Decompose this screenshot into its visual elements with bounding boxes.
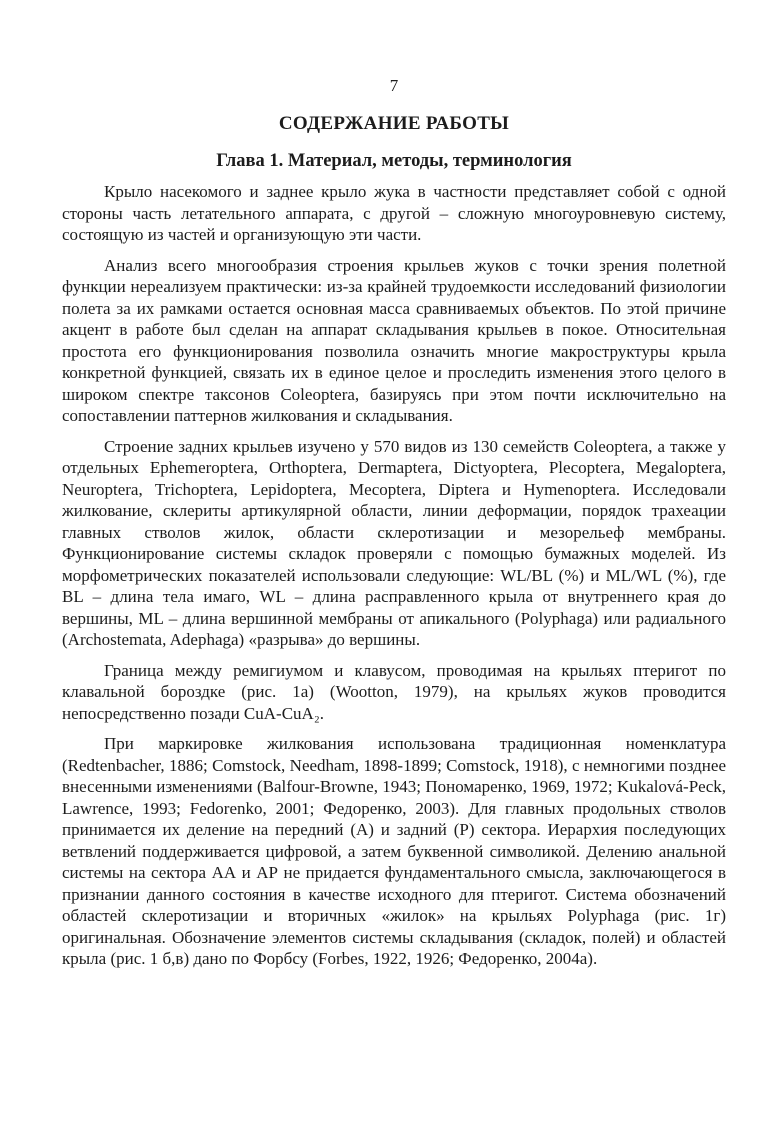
page-title: СОДЕРЖАНИЕ РАБОТЫ [278,113,510,134]
paragraph-1: Крыло насекомого и заднее крыло жука в частности представляет собой с одной стороны часть летательного аппарата, с другой – сложную многоуровневую систему, состоящую из частей и организующую эти части. [62,182,726,244]
paragraph-2: Анализ всего многообразия строения крыльев жуков с точки зрения полетной функции нереализуем практически: из-за крайней трудоемкости исследований физиологии полета за их рамками остается основная масса сравниваемых объектов. По этой причине акцент в работе был сделан на аппарат складывания крыльев в покое. Относительная простота его функционирования позволила означить многие макроструктуры крыла конкретной функцией, связать их в единое целое и проследить изменения этого целого в широком спектре таксонов Coleoptera, базируясь при этом почти исключительно на сопоставлении паттернов жилкования и складывания. [62,255,726,425]
document-body [62,181,726,970]
page-number: 7 [389,76,399,95]
paragraph-4: Граница между ремигиумом и клавусом, проводимая на крыльях птеригот по клавальной бороздке (рис. 1а) (Wootton, 1979), на крыльях жуков проводится непосредственно позади CuA-CuA₂. [62,660,726,723]
paragraph-3: Строение задних крыльев изучено у 570 видов из 130 семейств Coleoptera, а также у отдельных Ephemeroptera, Orthoptera, Dermaptera, Dictyoptera, Plecoptera, Megaloptera, Neuroptera, Trichoptera, Lepidoptera, Mecoptera, Diptera и Hymenoptera. Исследовали жилкование, склериты артикулярной области, линии деформации, порядок трахеации главных стволов жилок, области склеротизации и мезорельеф мембраны. Функционирование системы складок проверяли с помощью бумажных моделей. Из морфометрических показателей использовали следующие: WL/BL (%) и ML/WL (%), где BL – длина тела имаго, WL – длина расправленного крыла от внутреннего края до вершины, ML – длина вершинной мембраны от апикального (Polyphaga) или радиального (Archostemata, Adephaga) «разрыва» до вершины. [62,436,726,649]
paragraph-5: При маркировке жилкования использована традиционная номенклатура (Redtenbacher, 1886; Comstock, Needham, 1898-1899; Comstock, 1918), с немногими позднее внесенными изменениями (Balfour-Browne, 1943; Пономаренко, 1969, 1972; Kukalová-Peck, Lawrence, 1993; Fedorenko, 2001; Федоренко, 2003). Для главных продольных стволов принимается их деление на передний (А) и задний (Р) сектора. Иерархия последующих ветвлений поддерживается цифровой, а затем буквенной символикой. Делению анальной системы на сектора АА и АР не придается фундаментального смысла, заключающегося в признании данного состояния в качестве исходного для птеригот. Система обозначений областей склеротизации и вторичных «жилок» на крыльях Polyphaga (рис. 1г) оригинальная. Обозначение элементов системы складывания (складок, полей) и областей крыла (рис. 1 б,в) дано по Форбсу (Forbes, 1922, 1926; Федоренко, 2004а). [62,734,726,968]
chapter-heading: Глава 1. Материал, методы, терминология [216,151,572,171]
